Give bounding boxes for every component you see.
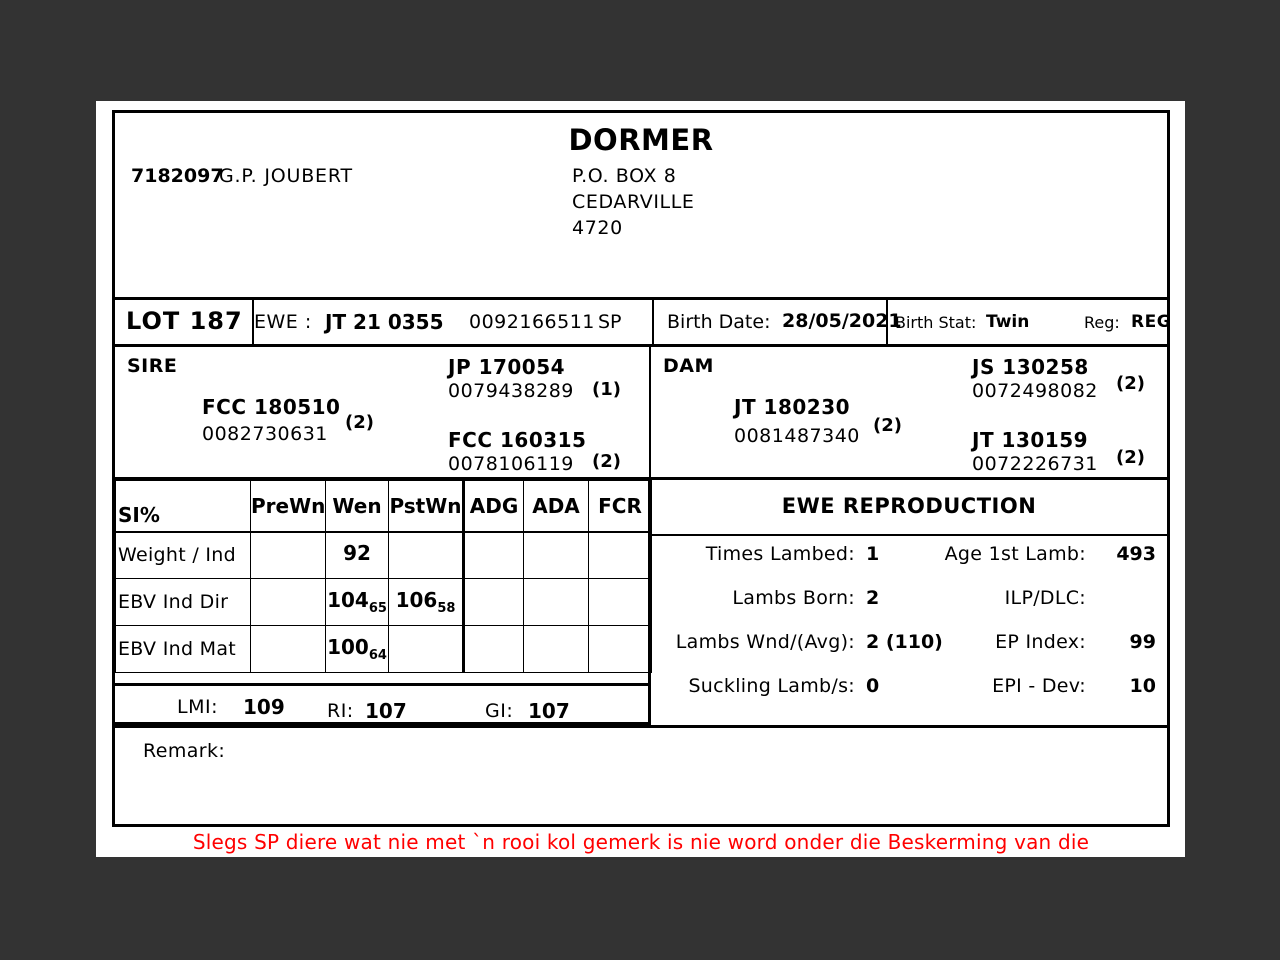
si-cell-fcr bbox=[589, 579, 652, 626]
times-lambed-label: Times Lambed: bbox=[705, 543, 855, 565]
animal-tag: JT 21 0355 bbox=[325, 310, 444, 334]
remark-label: Remark: bbox=[143, 740, 226, 762]
si-cell-wen: 92 bbox=[326, 532, 389, 579]
si-cell-fcr bbox=[589, 532, 652, 579]
si-cell-wen: $100_{64}$ bbox=[326, 626, 389, 673]
si-cell-adg bbox=[464, 626, 524, 673]
si-row-label: EBV Ind Dir bbox=[116, 579, 251, 626]
suckling-lambs-label: Suckling Lamb/s: bbox=[688, 675, 855, 697]
birth-stat-label: Birth Stat: bbox=[895, 313, 977, 332]
sire-pedigree-block bbox=[115, 347, 651, 477]
dam-number: 0081487340 bbox=[734, 425, 860, 447]
sire-role-label: SIRE bbox=[127, 355, 178, 377]
si-cell-ada bbox=[524, 532, 589, 579]
si-cell-prewn bbox=[251, 579, 326, 626]
reg-label: Reg: bbox=[1084, 313, 1120, 332]
epi-dev-label: EPI - Dev: bbox=[992, 675, 1086, 697]
gi-label: GI: bbox=[485, 700, 514, 722]
si-cell-prewn bbox=[251, 532, 326, 579]
dam-paren: (2) bbox=[873, 415, 902, 436]
dam-pedigree-block bbox=[651, 347, 1167, 477]
lmi-label: LMI: bbox=[177, 696, 218, 718]
dam-grandparent1-paren: (2) bbox=[1116, 373, 1145, 394]
si-col-wen: Wen bbox=[326, 481, 389, 532]
si-col-adg: ADG bbox=[464, 481, 524, 532]
ri-label: RI: bbox=[327, 700, 354, 722]
address-line-1: P.O. BOX 8 bbox=[572, 165, 677, 187]
si-cell-prewn bbox=[251, 626, 326, 673]
breed-title: DORMER bbox=[568, 123, 714, 157]
sex-label: EWE : bbox=[254, 311, 312, 333]
si-cell-ada bbox=[524, 626, 589, 673]
lambs-weaned-value: 2 (110) bbox=[866, 631, 943, 653]
lot-label: LOT 187 bbox=[126, 307, 243, 335]
reg-value: REG bbox=[1131, 312, 1172, 332]
sire-grandparent1-paren: (1) bbox=[592, 379, 621, 400]
si-col-si: SI% bbox=[116, 481, 251, 532]
address-line-2: CEDARVILLE bbox=[572, 191, 695, 213]
ewe-reproduction-grid bbox=[651, 536, 1167, 725]
ep-index-value: 99 bbox=[1129, 631, 1156, 653]
birth-date-value: 28/05/2021 bbox=[782, 310, 902, 332]
ewe-reproduction-title: EWE REPRODUCTION bbox=[651, 480, 1167, 536]
sire-grandparent2-number: 0078106119 bbox=[448, 453, 574, 475]
si-cell-wen: $104_{65}$ bbox=[326, 579, 389, 626]
age-1st-lamb-value: 493 bbox=[1116, 543, 1156, 565]
dam-grandparent2-paren: (2) bbox=[1116, 447, 1145, 468]
si-table-block bbox=[115, 480, 651, 725]
animal-record-card bbox=[112, 110, 1170, 827]
dam-grandparent2-tag: JT 130159 bbox=[972, 428, 1089, 452]
si-cell-adg bbox=[464, 579, 524, 626]
ewe-reproduction-block bbox=[651, 480, 1167, 725]
lambs-weaned-label: Lambs Wnd/(Avg): bbox=[675, 631, 855, 653]
footnote-text: Slegs SP diere wat nie met `n rooi kol gemerk is nie word onder die Beskerming van die bbox=[192, 830, 1090, 854]
sire-paren: (2) bbox=[345, 412, 374, 433]
dam-grandparent1-tag: JS 130258 bbox=[972, 355, 1089, 379]
birth-date-cell bbox=[654, 300, 902, 344]
table-row bbox=[116, 532, 652, 579]
sire-grandparent2-paren: (2) bbox=[592, 451, 621, 472]
lmi-value: 109 bbox=[243, 695, 285, 719]
ri-value: 107 bbox=[365, 699, 407, 723]
birth-date-label: Birth Date: bbox=[667, 311, 771, 333]
sire-grandparent1-tag: JP 170054 bbox=[448, 355, 566, 379]
times-lambed-value: 1 bbox=[866, 543, 880, 565]
si-cell-adg bbox=[464, 532, 524, 579]
card-header bbox=[115, 113, 1167, 300]
si-cell-fcr bbox=[589, 626, 652, 673]
lambs-born-label: Lambs Born: bbox=[732, 587, 855, 609]
epi-dev-value: 10 bbox=[1129, 675, 1156, 697]
performance-section bbox=[115, 480, 1167, 725]
si-col-pstwn: PstWn bbox=[389, 481, 464, 532]
ep-index-label: EP Index: bbox=[995, 631, 1086, 653]
sire-grandparent1-number: 0079438289 bbox=[448, 380, 574, 402]
pedigree-section bbox=[115, 347, 1167, 480]
birth-stat-value: Twin bbox=[986, 312, 1030, 332]
address-line-3: 4720 bbox=[572, 217, 623, 239]
gi-value: 107 bbox=[528, 699, 570, 723]
si-table bbox=[115, 480, 652, 673]
lot-cell bbox=[115, 300, 254, 344]
animal-identification-cell bbox=[254, 300, 654, 344]
si-row-label: Weight / Ind bbox=[116, 532, 251, 579]
sire-tag: FCC 180510 bbox=[202, 395, 341, 419]
document-page bbox=[96, 101, 1185, 857]
lot-identification-row bbox=[115, 300, 1172, 347]
breeder-number: 7182097 bbox=[131, 165, 224, 187]
age-1st-lamb-label: Age 1st Lamb: bbox=[944, 543, 1086, 565]
status-code: SP bbox=[598, 311, 622, 333]
lambs-born-value: 2 bbox=[866, 587, 880, 609]
animal-number: 0092166511 bbox=[469, 311, 595, 333]
dam-tag: JT 180230 bbox=[734, 395, 851, 419]
dam-grandparent2-number: 0072226731 bbox=[972, 453, 1098, 475]
index-summary-row bbox=[115, 683, 651, 725]
si-col-ada: ADA bbox=[524, 481, 589, 532]
si-cell-pstwn bbox=[389, 626, 464, 673]
dam-grandparent1-number: 0072498082 bbox=[972, 380, 1098, 402]
si-cell-ada bbox=[524, 579, 589, 626]
ilp-dlc-label: ILP/DLC: bbox=[1004, 587, 1086, 609]
si-col-fcr: FCR bbox=[589, 481, 652, 532]
table-row bbox=[116, 626, 652, 673]
remark-section bbox=[115, 725, 1167, 830]
si-row-label: EBV Ind Mat bbox=[116, 626, 251, 673]
sire-number: 0082730631 bbox=[202, 423, 328, 445]
si-table-header-row bbox=[116, 481, 652, 532]
birth-status-cell bbox=[888, 300, 1172, 344]
breeder-name: G.P. JOUBERT bbox=[219, 165, 353, 187]
table-row bbox=[116, 579, 652, 626]
sire-grandparent2-tag: FCC 160315 bbox=[448, 428, 587, 452]
si-cell-pstwn: $106_{58}$ bbox=[389, 579, 464, 626]
dam-role-label: DAM bbox=[663, 355, 714, 377]
suckling-lambs-value: 0 bbox=[866, 675, 880, 697]
si-cell-pstwn bbox=[389, 532, 464, 579]
si-col-prewn: PreWn bbox=[251, 481, 326, 532]
